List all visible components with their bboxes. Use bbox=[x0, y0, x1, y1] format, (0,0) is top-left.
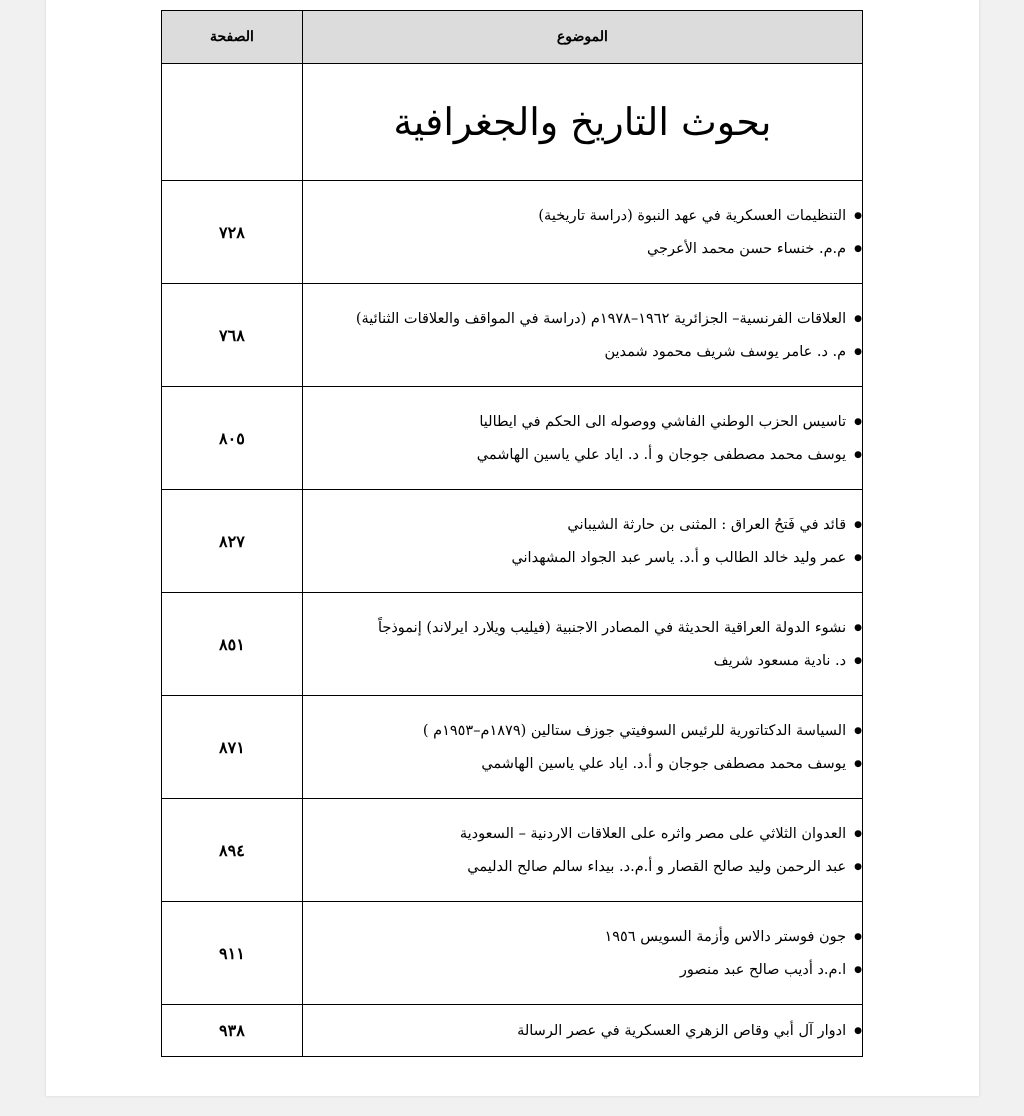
document-page bbox=[46, 0, 979, 1096]
table-of-contents bbox=[161, 10, 863, 1057]
entry-title: نشوء الدولة العراقية الحديثة في المصادر الاجنبية (فيليب ويلارد ايرلاند) إنموذجاً bbox=[377, 619, 847, 636]
entry-author: د. نادية مسعود شريف bbox=[713, 652, 847, 669]
bullet-icon: ● bbox=[854, 243, 862, 254]
entry-page: ٨٠٥ bbox=[162, 387, 303, 490]
empty-page-cell bbox=[162, 64, 303, 181]
table-row bbox=[162, 696, 863, 799]
bullet-icon: ● bbox=[854, 449, 862, 460]
subject-header: الموضوع bbox=[302, 11, 862, 64]
entry-title: جون فوستر دالاس وأزمة السويس ١٩٥٦ bbox=[604, 928, 847, 945]
entry-title: التنظيمات العسكرية في عهد النبوة (دراسة تاريخية) bbox=[538, 207, 847, 224]
entry-author: يوسف محمد مصطفى جوجان و أ.د. اياد علي ياسين الهاشمي bbox=[481, 755, 847, 772]
entry-author: ا.م.د أديب صالح عبد منصور bbox=[679, 961, 847, 978]
table-row bbox=[162, 490, 863, 593]
entry-author: يوسف محمد مصطفى جوجان و أ. د. اياد علي ياسين الهاشمي bbox=[476, 446, 847, 463]
bullet-icon: ● bbox=[854, 725, 862, 736]
entry-author: عمر وليد خالد الطالب و أ.د. ياسر عبد الجواد المشهداني bbox=[511, 549, 847, 566]
bullet-icon: ● bbox=[854, 416, 862, 427]
bullet-icon: ● bbox=[854, 519, 862, 530]
entry-page: ٩١١ bbox=[162, 902, 303, 1005]
entry-page: ٨٥١ bbox=[162, 593, 303, 696]
bullet-icon: ● bbox=[854, 828, 862, 839]
entry-page: ٩٣٨ bbox=[162, 1005, 303, 1057]
table-row bbox=[162, 593, 863, 696]
bullet-icon: ● bbox=[854, 861, 862, 872]
bullet-icon: ● bbox=[854, 655, 862, 666]
entry-page: ٧٢٨ bbox=[162, 181, 303, 284]
entry-title: العدوان الثلاثي على مصر واثره على العلاقات الاردنية – السعودية bbox=[459, 825, 847, 842]
header-row bbox=[162, 11, 863, 64]
entry-page: ٧٦٨ bbox=[162, 284, 303, 387]
table-row bbox=[162, 902, 863, 1005]
bullet-icon: ● bbox=[854, 346, 862, 357]
table-row bbox=[162, 284, 863, 387]
bullet-icon: ● bbox=[854, 313, 862, 324]
section-row bbox=[162, 64, 863, 181]
table-row bbox=[162, 387, 863, 490]
entry-page: ٨٢٧ bbox=[162, 490, 303, 593]
section-title: بحوث التاريخ والجغرافية bbox=[302, 64, 862, 181]
entry-title: العلاقات الفرنسية– الجزائرية ١٩٦٢–١٩٧٨م (دراسة في المواقف والعلاقات الثنائية) bbox=[355, 310, 847, 327]
bullet-icon: ● bbox=[854, 758, 862, 769]
entry-author: م. د. عامر يوسف شريف محمود شمدين bbox=[604, 343, 847, 360]
bullet-icon: ● bbox=[854, 931, 862, 942]
entry-author: م.م. خنساء حسن محمد الأعرجي bbox=[646, 240, 847, 257]
table-row bbox=[162, 1005, 863, 1057]
table-row bbox=[162, 799, 863, 902]
entry-title: ادوار آل أبي وقاص الزهري العسكرية في عصر الرسالة bbox=[517, 1022, 847, 1039]
bullet-icon: ● bbox=[854, 964, 862, 975]
entry-page: ٨٧١ bbox=[162, 696, 303, 799]
entry-page: ٨٩٤ bbox=[162, 799, 303, 902]
table-row bbox=[162, 181, 863, 284]
bullet-icon: ● bbox=[854, 1025, 862, 1036]
bullet-icon: ● bbox=[854, 552, 862, 563]
bullet-icon: ● bbox=[854, 210, 862, 221]
entry-title: تاسيس الحزب الوطني الفاشي ووصوله الى الحكم في ايطاليا bbox=[479, 413, 847, 430]
entry-author: عبد الرحمن وليد صالح القصار و أ.م.د. بيداء سالم صالح الدليمي bbox=[467, 858, 847, 875]
bullet-icon: ● bbox=[854, 622, 862, 633]
page-header: الصفحة bbox=[162, 11, 303, 64]
entry-title: السياسة الدكتاتورية للرئيس السوفيتي جوزف ستالين (١٨٧٩م–١٩٥٣م ) bbox=[422, 722, 847, 739]
entry-title: قائد في فَتحُ العراق : المثنى بن حارثة الشيباني bbox=[567, 516, 847, 533]
